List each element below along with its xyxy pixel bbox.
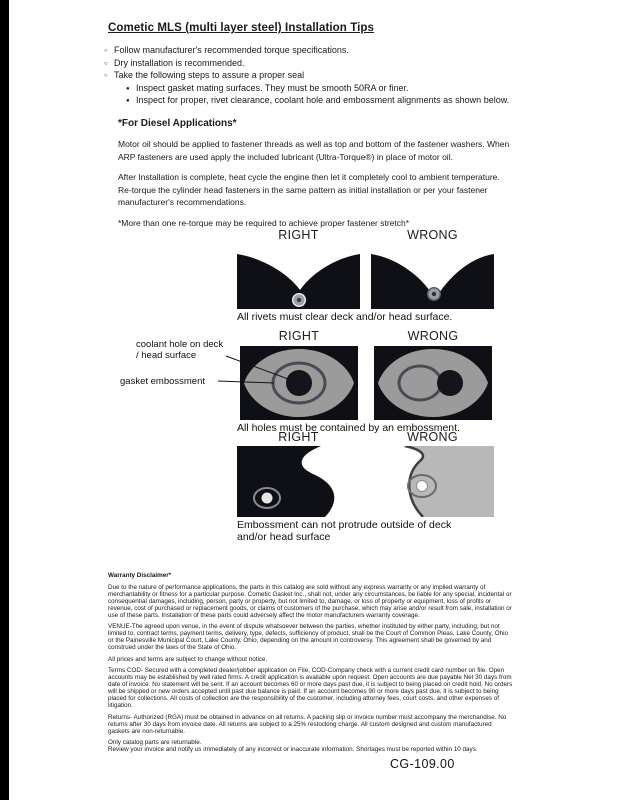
embossment-annotation: gasket embossment bbox=[120, 376, 206, 387]
tip-item bbox=[104, 45, 534, 57]
tip-text: Inspect for proper, rivet clearance, coolant hole and embossment alignments as shown below. bbox=[136, 95, 510, 105]
row2-wrong-label: WRONG bbox=[407, 329, 459, 343]
warranty-paragraph-1: Due to the nature of performance applications, the parts in this catalog are sold without any express warranty or any implied warranty of merchantability or fitness for a particular purpose. Cometic Gasket Inc., shall not, under any circumstances, be liable for any special, incidental or consequential damages, including, person, party or property, but not limited to, damage, or loss of property or equipment, loss of profits or revenue, cost of purchased or replacement goods, or claims of customers of the purchase, which may arise and/or result from sale, installation or use of these parts. Installation of these parts could adversely affect the motor manufacturers warranty coverage. bbox=[108, 583, 512, 619]
tip-item bbox=[104, 70, 534, 107]
rivet-wrong-illustration bbox=[371, 245, 494, 309]
warranty-section bbox=[108, 572, 514, 760]
diesel-retorque-note: *More than one re-torque may be required to achieve proper fastener stretch* bbox=[118, 217, 410, 228]
tip-sub-list bbox=[126, 83, 534, 107]
coolant-hole-annotation: coolant hole on deck / head surface bbox=[136, 339, 224, 361]
row3-wrong-label: WRONG bbox=[407, 430, 458, 444]
bolt-hole bbox=[262, 493, 273, 504]
row1-right-label: RIGHT bbox=[278, 228, 319, 242]
page-binding-edge bbox=[0, 0, 9, 800]
diesel-paragraph-2: After Installation is complete, heat cycle the engine then let it completely cool to ambient temperature. Re-torque the cylinder head fasteners in the same pattern as initial installation or per your fastener manufacturer's recommendations. bbox=[118, 172, 500, 207]
tip-sub-item bbox=[126, 83, 534, 95]
diesel-heading: *For Diesel Applications* bbox=[118, 118, 237, 129]
protrusion-wrong-illustration bbox=[371, 446, 494, 517]
diesel-paragraph-1: Motor oil should be applied to fastener threads as well as top and bottom of the fastener washers. When ARP fasteners are used apply the included lubricant (Ultra-Torque®) in place of motor oil. bbox=[118, 139, 510, 162]
warranty-paragraph-2: VENUE-The agreed upon venue, in the event of dispute whatsoever between the parties, whether instituted by either party, including, but not limited to, contract terms, payment terms, delivery, type, defects, sufficiency of product, shall be the Court of Common Pleas, Lake County, Ohio or the Painesville Municipal Court, Lake County, Ohio, depending on the amount in controversy. This agreement shall be governed by and construed under the laws of the State of Ohio. bbox=[108, 623, 509, 651]
page-title: Cometic MLS (multi layer steel) Installation Tips bbox=[108, 22, 375, 34]
protrusion-right-illustration bbox=[237, 446, 360, 517]
bolt-hole bbox=[417, 481, 428, 492]
row3-caption: Embossment can not protrude outside of deck and/or head surface bbox=[237, 519, 452, 543]
warranty-heading: Warranty Disclaimer* bbox=[108, 572, 172, 579]
warranty-paragraph-7: Review your invoice and notify us immediately of any incorrect or inaccurate information. Shortages must be reported within 10 days. bbox=[108, 746, 478, 753]
page-number: CG-109.00 bbox=[390, 757, 455, 771]
row1-caption: All rivets must clear deck and/or head surface. bbox=[237, 311, 453, 323]
embossment-wrong-illustration bbox=[374, 346, 492, 420]
warranty-paragraph-5: Returns- Authorized (RGA) must be obtained in advance on all returns. A packing slip or invoice number must accompany the merchandise. No returns after 30 days from invoice date. All returns are subject to a 25% restocking charge. All custom designed and custom manufactured gaskets are non-returnable. bbox=[108, 713, 507, 735]
row3-right-label: RIGHT bbox=[278, 430, 319, 444]
tip-item bbox=[104, 58, 534, 70]
tip-text: Take the following steps to assure a proper seal bbox=[114, 70, 305, 80]
warranty-paragraph-3: All prices and terms are subject to change without notice. bbox=[108, 655, 268, 663]
warranty-paragraph-4: Terms COD- Secured with a completed dealer/jobber application on File, COD-Company check with a current credit card number on file. Open accounts may be established by well rated firms. A credit application is available upon request. Open accounts are due payable Net 30 days from date of invoice. No statement will be sent. If an account becomes 60 or more days past due, it is subject to being placed on credit hold. No orders will be shipped or new orders accepted until past due balance is paid. If an account becomes 90 or more days past due, it is subject to being placed for collections. All costs of collection are the responsibility of the customer, including attorney fees, court costs, and other expenses of litigation. bbox=[108, 667, 513, 709]
installation-tips-list bbox=[104, 45, 534, 108]
row1-wrong-label: WRONG bbox=[407, 228, 458, 242]
tip-sub-item bbox=[126, 95, 534, 107]
rivet-right-illustration bbox=[237, 245, 360, 309]
row2-caption: All holes must be contained by an embossment. bbox=[237, 422, 460, 434]
diesel-applications-section bbox=[118, 118, 512, 237]
coolant-hole bbox=[437, 370, 463, 396]
warranty-paragraph-6: Only catalog parts are returnable. bbox=[108, 739, 202, 746]
tip-text: Follow manufacturer's recommended torque specifications. bbox=[114, 45, 349, 55]
annotation-pointer-lines bbox=[210, 350, 310, 390]
tip-text: Dry installation is recommended. bbox=[114, 57, 245, 68]
tip-text: Inspect gasket mating surfaces. They must be smooth 50RA or finer. bbox=[136, 82, 409, 93]
row2-right-label: RIGHT bbox=[278, 329, 320, 343]
